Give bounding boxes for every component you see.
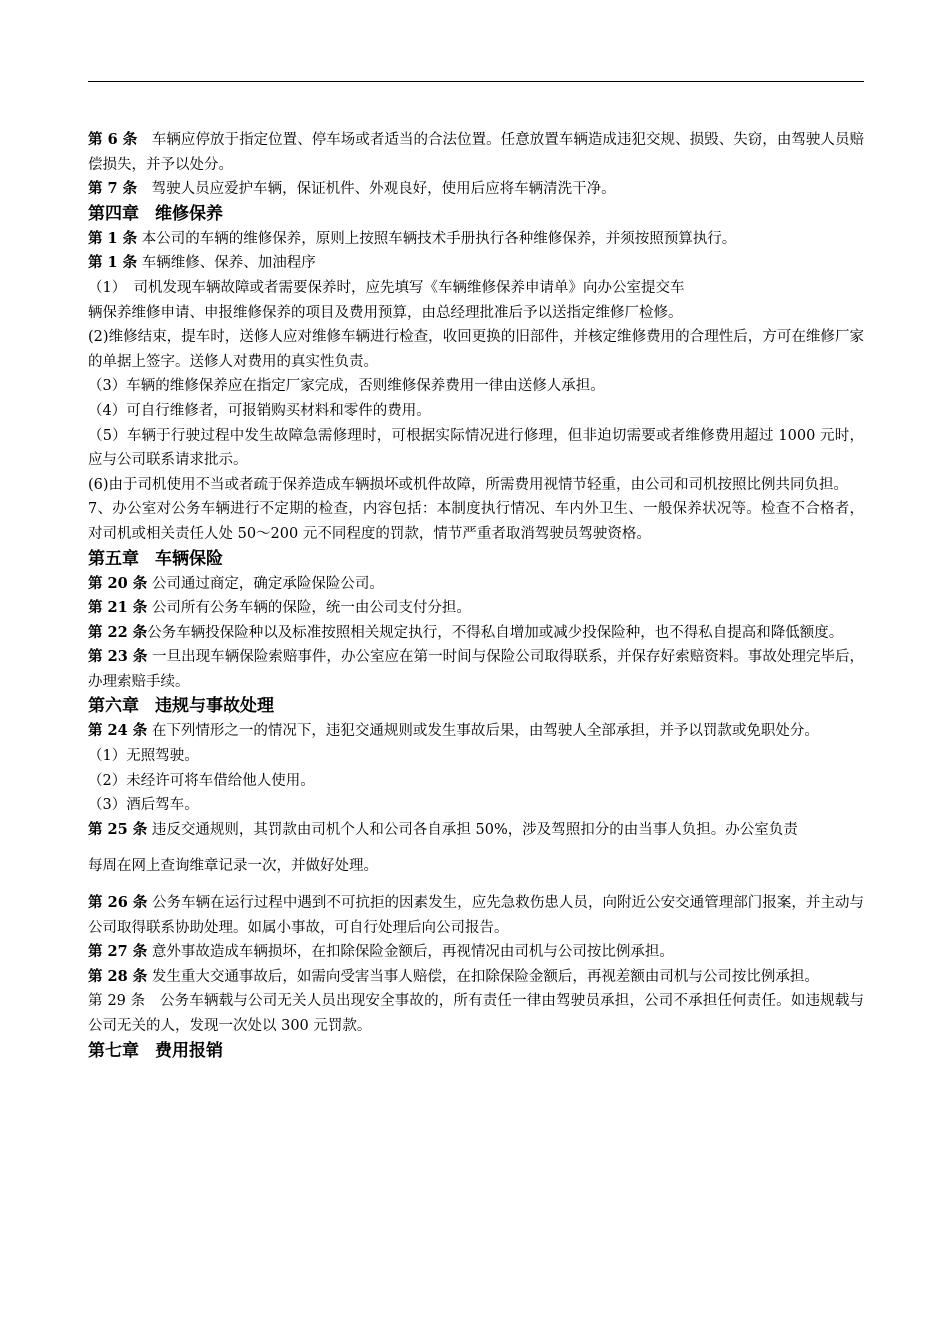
article-text: 车辆应停放于指定位置、停车场或者适当的合法位置。任意放置车辆造成违犯交规、损毁、失窃，由驾驶人员赔偿损失，并予以处分。 xyxy=(88,132,864,173)
chapter-title: 维修保养 xyxy=(155,203,223,224)
article-number: 第 22 条 xyxy=(88,623,148,641)
chapter-heading xyxy=(88,1039,864,1064)
article-paragraph xyxy=(88,596,864,621)
chapter-number: 第七章 xyxy=(88,1040,139,1061)
article-text: 驾驶人员应爱护车辆，保证机件、外观良好，使用后应将车辆清洗干净。 xyxy=(137,181,616,198)
article-text: 公务车辆投保险种以及标准按照相关规定执行，不得私自增加或减少投保险种，也不得私自提高和降低额度。 xyxy=(147,624,844,641)
article-number: 第 28 条 xyxy=(88,967,148,985)
article-text: 公司通过商定，确定承险保险公司。 xyxy=(147,575,384,592)
chapter-number: 第四章 xyxy=(88,203,139,224)
body-paragraph: （5）车辆于行驶过程中发生故障急需修理时，可根据实际情况进行修理，但非迫切需要或者维修费用超过 1000 元时，应与公司联系请求批示。 xyxy=(88,427,864,469)
article-text: 意外事故造成车辆损坏，在扣除保险金额后，再视情况由司机与公司按比例承担。 xyxy=(147,944,674,961)
article-paragraph xyxy=(88,965,864,990)
article-number: 第 24 条 xyxy=(88,722,148,740)
article-paragraph xyxy=(88,891,864,940)
article-text: 公务车辆在运行过程中遇到不可抗拒的因素发生，应先急救伤患人员，向附近公安交通管理部门报案，并主动与公司取得联系协助处理。如属小事故，可自行处理后向公司报告。 xyxy=(88,895,864,936)
body-paragraph: （2）未经许可将车借给他人使用。 xyxy=(88,772,315,789)
article-text: 发生重大交通事故后，如需向受害当事人赔偿，在扣除保险金额后，再视差额由司机与公司按比例承担。 xyxy=(147,968,819,985)
body-paragraph: （4）可自行维修者，可报销购买材料和零件的费用。 xyxy=(88,402,431,419)
article-number: 第 23 条 xyxy=(88,648,148,666)
article-text: 公司所有公务车辆的保险，统一由公司支付分担。 xyxy=(147,600,471,617)
body-paragraph: (6)由于司机使用不当或者疏于保养造成车辆损坏或机件故障，所需费用视情节轻重，由公司和司机按照比例共同负担。 xyxy=(88,476,849,493)
chapter-title: 违规与事故处理 xyxy=(155,696,274,717)
body-paragraph: (2)维修结束，提车时，送修人应对维修车辆进行检查，收回更换的旧部件，并核定维修费用的合理性后，方可在维修厂家的单据上签字。送修人对费用的真实性负责。 xyxy=(88,329,864,370)
article-paragraph xyxy=(88,251,864,276)
article-number: 第 21 条 xyxy=(88,599,148,617)
body-paragraph: 辆保养维修申请、申报维修保养的项目及费用预算，由总经理批准后予以送指定维修厂检修。 xyxy=(88,304,683,321)
body-paragraph: （3）酒后驾车。 xyxy=(88,797,199,814)
article-paragraph xyxy=(88,818,864,843)
article-paragraph xyxy=(88,719,864,744)
article-paragraph xyxy=(88,227,864,252)
body-paragraph: 第 29 条 公务车辆载与公司无关人员出现安全事故的，所有责任一律由驾驶员承担，公司不承担任何责任。如违规载与公司无关的人，发现一次处以 300 元罚款。 xyxy=(88,993,864,1034)
article-text: 本公司的车辆的维修保养，原则上按照车辆技术手册执行各种维修保养，并须按照预算执行。 xyxy=(137,230,737,247)
chapter-title: 车辆保险 xyxy=(155,548,223,569)
chapter-heading xyxy=(88,202,864,227)
body-paragraph: 7、办公室对公务车辆进行不定期的检查，内容包括：本制度执行情况、车内外卫生、一般保养状况等。检查不合格者，对司机或相关责任人处 50～200 元不同程度的罚款，情节严重者取消驾驶员驾驶资格。 xyxy=(88,501,864,542)
article-paragraph xyxy=(88,572,864,597)
article-number: 第 1 条 xyxy=(88,254,138,272)
body-paragraph: 每周在网上查询维章记录一次，并做好处理。 xyxy=(88,858,378,875)
article-number: 第 7 条 xyxy=(88,180,138,198)
article-text: 在下列情形之一的情况下，违犯交通规则或发生事故后果，由驾驶人全部承担，并予以罚款或免职处分。 xyxy=(147,723,819,740)
header-rule xyxy=(88,81,864,82)
document-body xyxy=(88,128,864,1064)
article-number: 第 27 条 xyxy=(88,943,148,961)
body-paragraph: （1）无照驾驶。 xyxy=(88,748,199,765)
article-number: 第 25 条 xyxy=(88,820,148,838)
chapter-title: 费用报销 xyxy=(155,1040,223,1061)
article-text: 一旦出现车辆保险索赔事件，办公室应在第一时间与保险公司取得联系，并保存好索赔资料。事故处理完毕后，办理索赔手续。 xyxy=(88,649,864,690)
article-paragraph xyxy=(88,940,864,965)
article-paragraph xyxy=(88,128,864,177)
article-number: 第 26 条 xyxy=(88,894,148,912)
article-paragraph xyxy=(88,645,864,694)
chapter-heading xyxy=(88,694,864,719)
chapter-number: 第六章 xyxy=(88,696,139,717)
article-number: 第 1 条 xyxy=(88,229,138,247)
body-paragraph: （3）车辆的维修保养应在指定厂家完成，否则维修保养费用一律由送修人承担。 xyxy=(88,378,605,395)
chapter-number: 第五章 xyxy=(88,548,139,569)
article-paragraph xyxy=(88,621,864,646)
article-number: 第 20 条 xyxy=(88,574,148,592)
article-number: 第 6 条 xyxy=(88,131,138,148)
body-paragraph: （1） 司机发现车辆故障或者需要保养时，应先填写《车辆维修保养申请单》向办公室提交车 xyxy=(88,279,685,296)
article-text: 违反交通规则，其罚款由司机个人和公司各自承担 50%，涉及驾照扣分的由当事人负担。办公室负责 xyxy=(147,821,798,838)
article-paragraph xyxy=(88,177,864,202)
article-text: 车辆维修、保养、加油程序 xyxy=(137,255,316,272)
chapter-heading xyxy=(88,547,864,572)
